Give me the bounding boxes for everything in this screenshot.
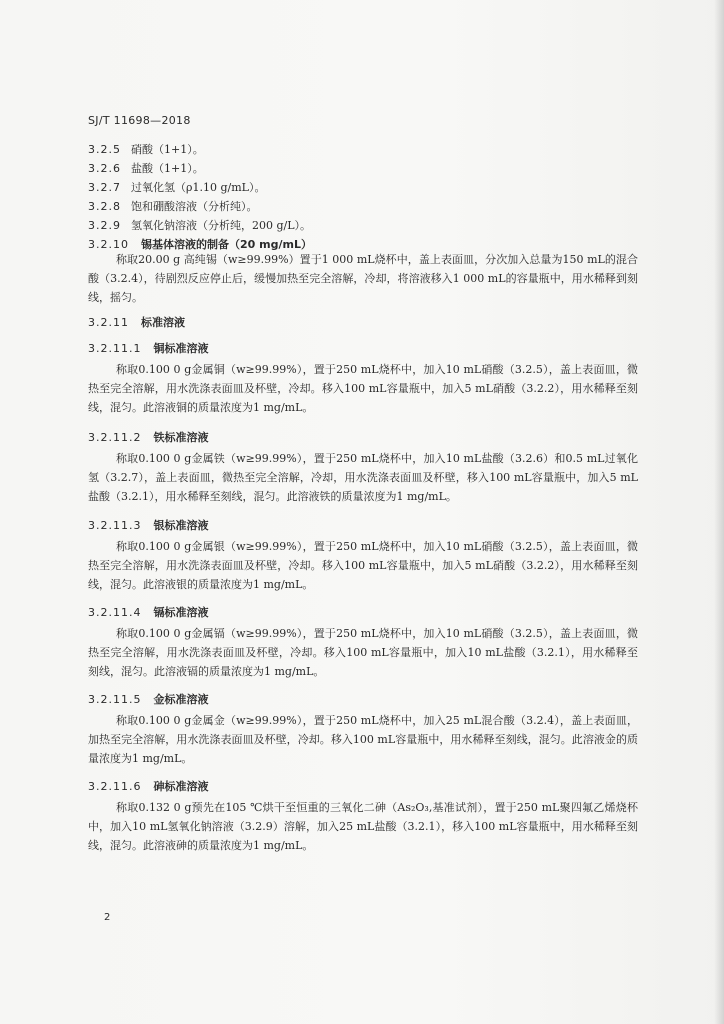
copper-paragraph: 称取0.100 0 g金属铜（w≥99.99%），置于250 mL烧杯中，加入10 mL硝酸（3.2.5），盖上表面皿，微热至完全溶解，用水洗涤表面皿及杯壁，冷却。移入100 mL容量瓶中，加入5 mL硝酸（3.2.2），用水稀释至刻线，混匀。此溶液铜的质量浓度为1 mg/mL。 — [88, 363, 638, 414]
clause-number: 3.2.11.1 — [88, 342, 142, 355]
clause-number: 3.2.11.3 — [88, 519, 142, 532]
standard-code: SJ/T 11698—2018 — [88, 114, 191, 127]
clause-number: 3.2.11.4 — [88, 606, 142, 619]
clause-number: 3.2.11.2 — [88, 431, 142, 444]
clause-text: 硝酸（1+1）。 — [131, 143, 204, 156]
page-edge-shadow — [714, 0, 724, 1024]
clause-number: 3.2.11 — [88, 316, 129, 329]
subsection-heading-arsenic — [88, 778, 208, 794]
clause-number: 3.2.5 — [88, 143, 121, 156]
reagent-item — [88, 179, 265, 195]
reagent-item — [88, 198, 258, 214]
gold-paragraph: 称取0.100 0 g金属金（w≥99.99%），置于250 mL烧杯中，加入25 mL混合酸（3.2.4），盖上表面皿，加热至完全溶解，用水洗涤表面皿及杯壁，冷却。移入100 mL容量瓶中，用水稀释至刻线，混匀。此溶液金的质量浓度为1 mg/mL。 — [88, 714, 638, 765]
subsection-title: 镉标准溶液 — [153, 606, 209, 619]
clause-text: 过氧化氢（ρ1.10 g/mL）。 — [131, 181, 266, 194]
subsection-heading-gold — [88, 691, 208, 707]
subsection-title: 银标准溶液 — [153, 519, 209, 532]
clause-number: 3.2.9 — [88, 219, 121, 232]
clause-number: 3.2.7 — [88, 181, 121, 194]
subsection-heading-silver — [88, 517, 208, 533]
iron-paragraph: 称取0.100 0 g金属铁（w≥99.99%），置于250 mL烧杯中，加入10 mL盐酸（3.2.6）和0.5 mL过氧化氢（3.2.7），盖上表面皿，微热至完全溶解，冷却，用水洗涤表面皿及杯壁，移入100 mL容量瓶中，加入5 mL盐酸（3.2.1），用水稀释至刻线，混匀。此溶液铁的质量浓度为1 mg/mL。 — [88, 452, 638, 503]
arsenic-paragraph: 称取0.132 0 g预先在105 ℃烘干至恒重的三氧化二砷（As₂O₃,基准试剂），置于250 mL聚四氟乙烯烧杯中，加入10 mL氢氧化钠溶液（3.2.9）溶解，加入25 mL盐酸（3.2.1），移入100 mL容量瓶中，用水稀释至刻线，混匀。此溶液砷的质量浓度为1 mg/mL。 — [88, 801, 638, 852]
subsection-heading-copper — [88, 340, 208, 356]
reagent-item — [88, 141, 204, 157]
subsection-title: 铁标准溶液 — [153, 431, 209, 444]
subsection-title: 金标准溶液 — [153, 693, 209, 706]
clause-number: 3.2.11.6 — [88, 780, 142, 793]
section-heading-standard — [88, 314, 185, 330]
reagent-item — [88, 217, 311, 233]
reagent-item — [88, 160, 204, 176]
clause-text: 氢氧化钠溶液（分析纯，200 g/L）。 — [131, 219, 312, 232]
clause-number: 3.2.10 — [88, 238, 129, 251]
subsection-heading-iron — [88, 429, 208, 445]
subsection-title: 砷标准溶液 — [153, 780, 209, 793]
clause-text: 饱和硼酸溶液（分析纯）。 — [131, 200, 258, 213]
clause-number: 3.2.11.5 — [88, 693, 142, 706]
section-title: 标准溶液 — [141, 316, 185, 329]
subsection-heading-cadmium — [88, 604, 208, 620]
silver-paragraph: 称取0.100 0 g金属银（w≥99.99%），置于250 mL烧杯中，加入10 mL硝酸（3.2.5），盖上表面皿，微热至完全溶解，用水洗涤表面皿及杯壁，冷却。移入100 mL容量瓶中，加入5 mL硝酸（3.2.2），用水稀释至刻线，混匀。此溶液银的质量浓度为1 mg/mL。 — [88, 540, 638, 591]
section-title: 锡基体溶液的制备（20 mg/mL） — [141, 238, 312, 251]
page-number: 2 — [104, 912, 111, 923]
clause-number: 3.2.8 — [88, 200, 121, 213]
tin-base-paragraph: 称取20.00 g 高纯锡（w≥99.99%）置于1 000 mL烧杯中，盖上表面皿，分次加入总量为150 mL的混合酸（3.2.4），待剧烈反应停止后，缓慢加热至完全溶解，冷却，将溶液移入1 000 mL的容量瓶中，用水稀释到刻线，摇匀。 — [88, 253, 638, 304]
clause-number: 3.2.6 — [88, 162, 121, 175]
subsection-title: 铜标准溶液 — [153, 342, 209, 355]
clause-text: 盐酸（1+1）。 — [131, 162, 204, 175]
cadmium-paragraph: 称取0.100 0 g金属镉（w≥99.99%），置于250 mL烧杯中，加入10 mL硝酸（3.2.5），盖上表面皿，微热至完全溶解，用水洗涤表面皿及杯壁，冷却。移入100 mL容量瓶中，加入10 mL盐酸（3.2.1），用水稀释至刻线，混匀。此溶液镉的质量浓度为1 mg/mL。 — [88, 627, 638, 678]
